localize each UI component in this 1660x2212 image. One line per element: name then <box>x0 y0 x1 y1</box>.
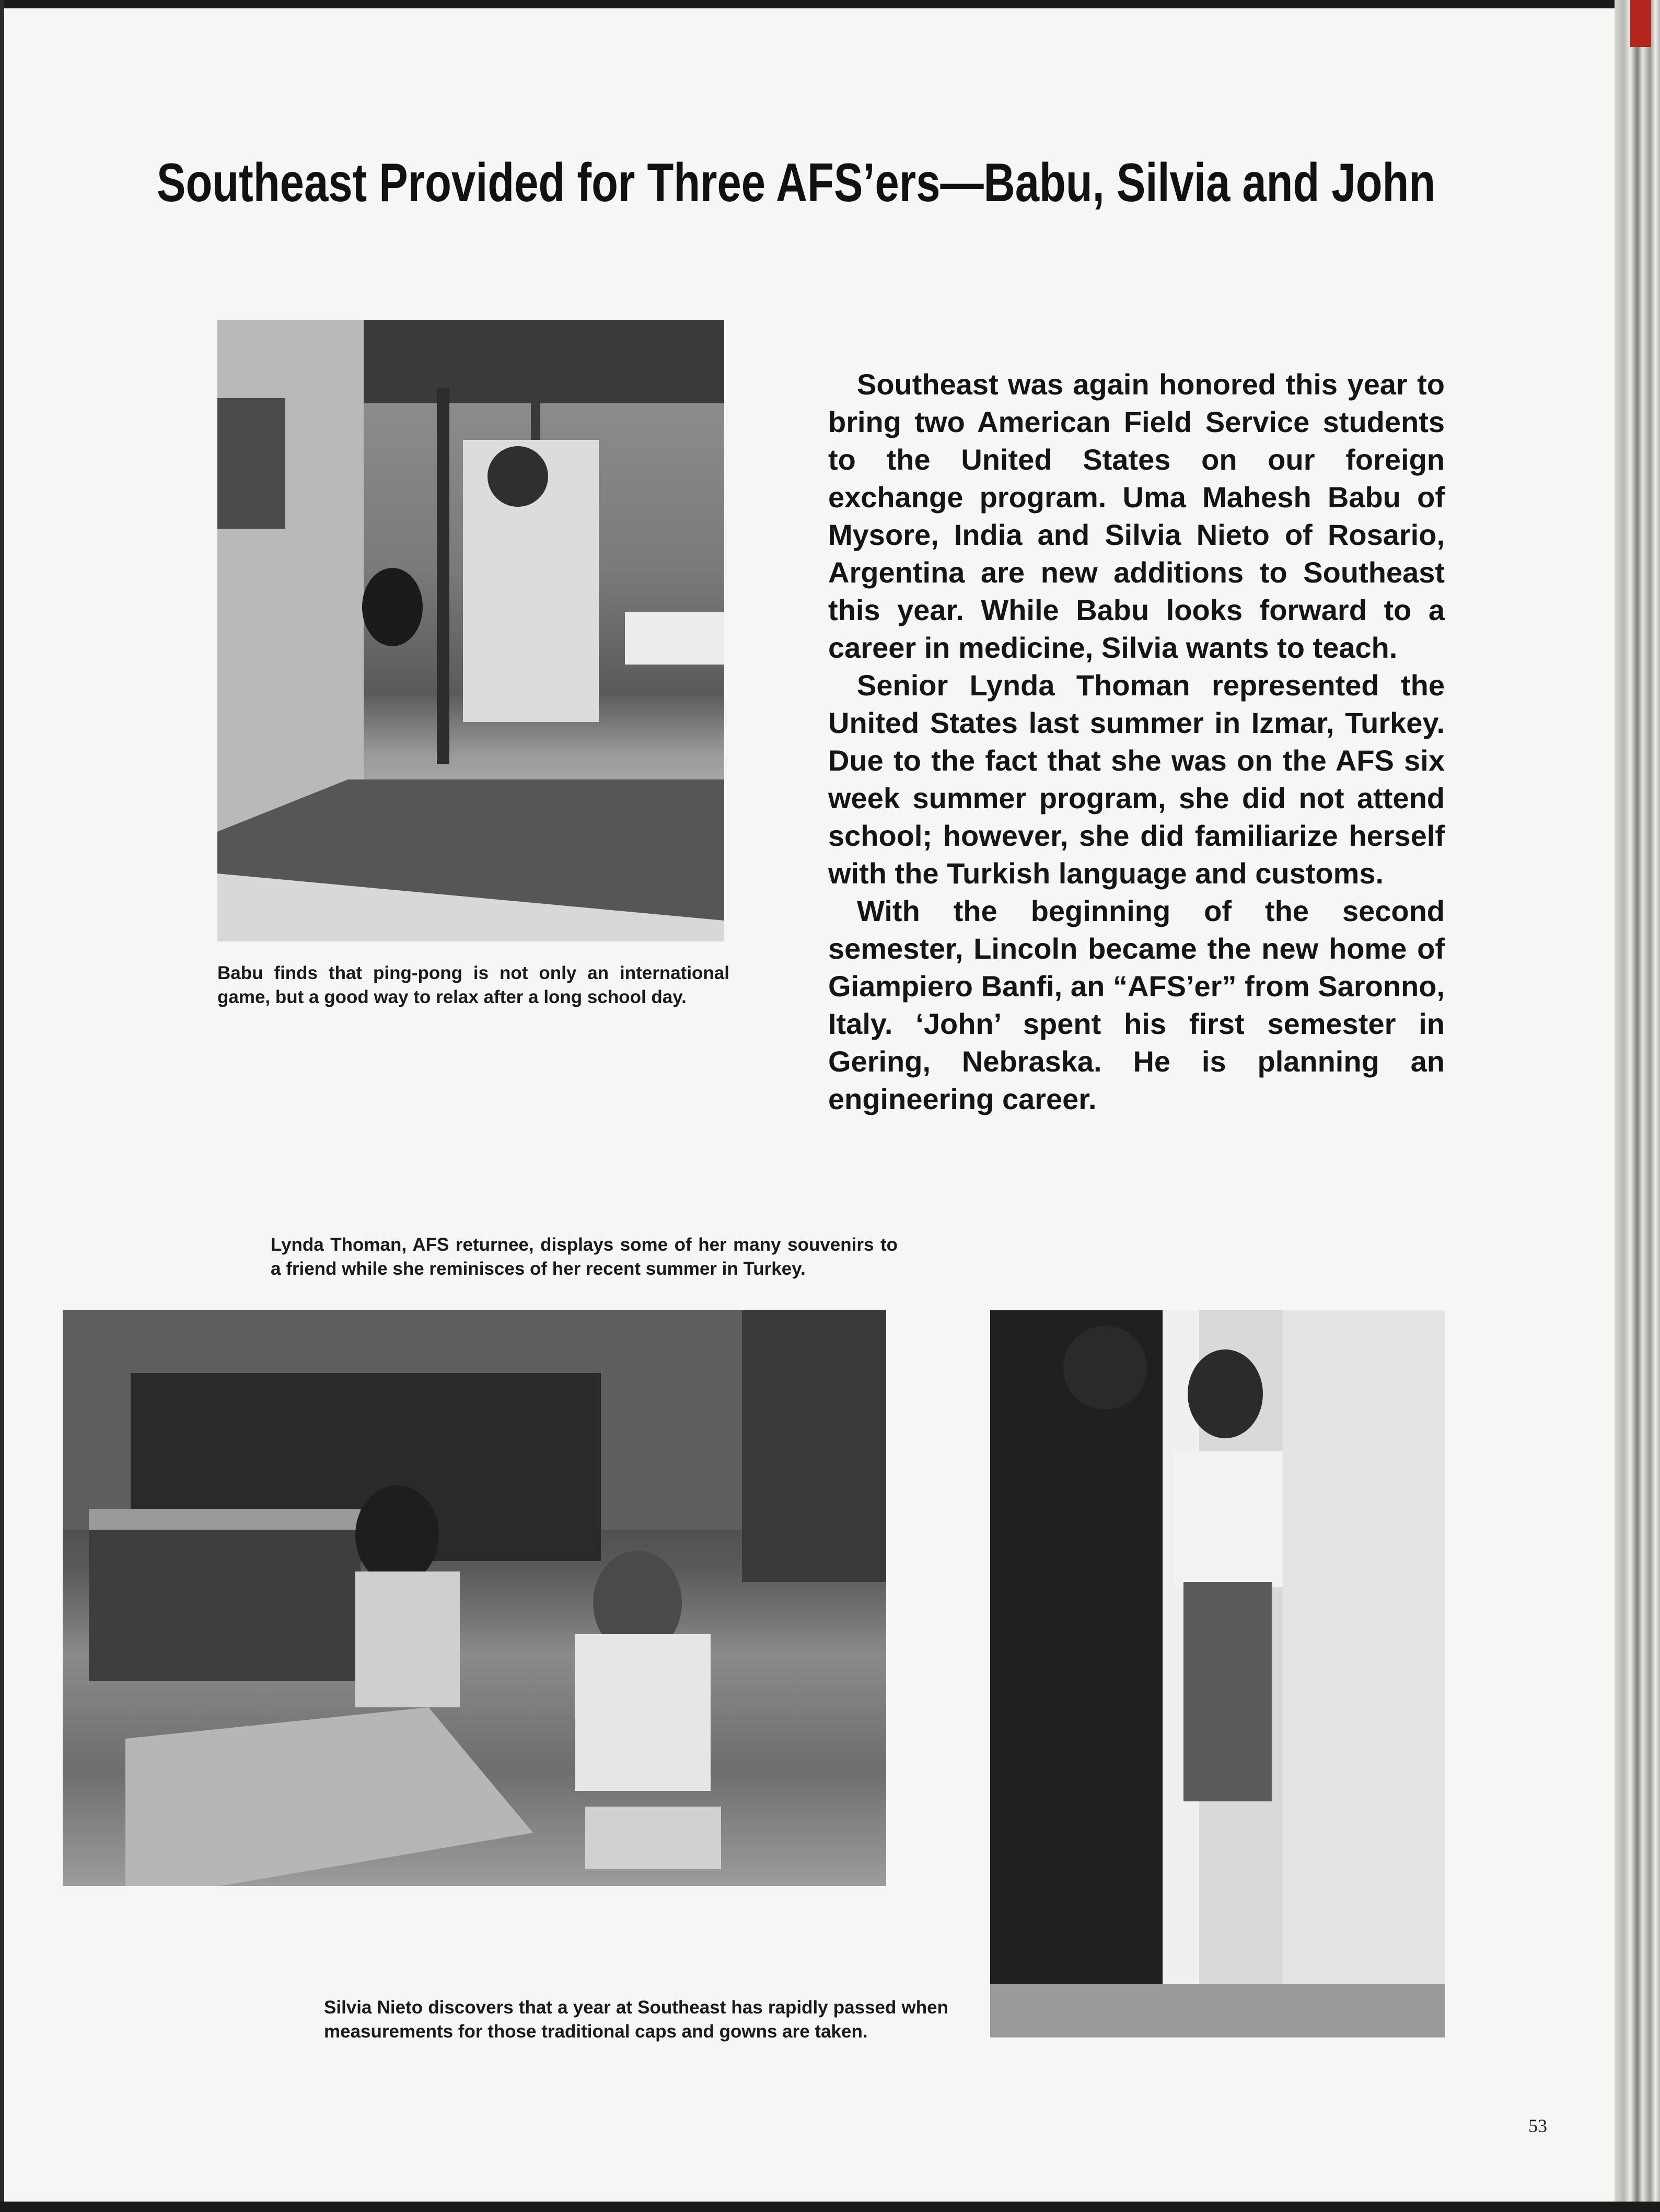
article-paragraph: Southeast was again honored this year to bring two American Field Service students to the United States on our foreign exchange program. Uma Mahesh Babu of Mysore, India and Silvia Nieto of Rosario, Argentina are new additions to Southeast this year. While Babu looks forward to a career in medicine, Silvia wants to teach. <box>828 368 1445 664</box>
page-left-edge <box>0 0 4 2212</box>
page-title: Southeast Provided for Three AFS’ers—Babu, Silvia and John <box>157 153 1436 213</box>
article-paragraph: Senior Lynda Thoman represented the United States last summer in Izmar, Turkey. Due to the fact that she was on the AFS six week summer program, she did not attend school; however, she did familiarize herself with the Turkish language and customs. <box>828 669 1445 890</box>
page-bottom-edge <box>0 2202 1660 2212</box>
page-number: 53 <box>1528 2115 1547 2136</box>
article-body <box>828 366 1445 1118</box>
caption-souvenirs: Lynda Thoman, AFS returnee, displays some of her many souvenirs to a friend while she reminisces of her recent summer in Turkey. <box>271 1235 898 1279</box>
caption-measurement: Silvia Nieto discovers that a year at Southeast has rapidly passed when measurements for those traditional caps and gowns are taken. <box>324 1997 948 2042</box>
photo-ping-pong <box>217 320 724 941</box>
page-top-edge <box>0 0 1660 8</box>
article-paragraph: With the beginning of the second semester, Lincoln became the new home of Giampiero Banfi, an “AFS’er” from Saronno, Italy. ‘John’ spent his first semester in Gering, Nebraska. He is planning an engineering career. <box>828 894 1445 1115</box>
caption-ping-pong: Babu finds that ping-pong is not only an international game, but a good way to relax after a long school day. <box>217 963 729 1007</box>
photo-measurement <box>990 1310 1445 2038</box>
binding-marker <box>1630 0 1651 47</box>
photo-souvenirs <box>63 1310 886 1886</box>
book-binding <box>1615 0 1660 2212</box>
